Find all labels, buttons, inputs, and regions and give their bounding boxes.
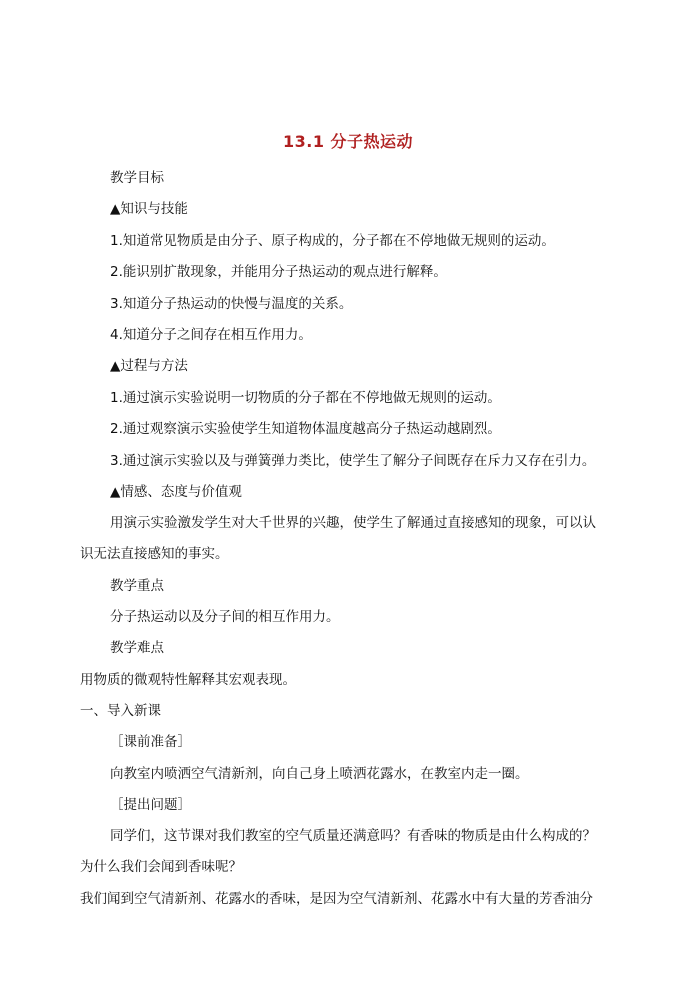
subheading-process-methods: ▲过程与方法 (110, 358, 188, 374)
subheading-emotion-values: ▲情感、态度与价值观 (110, 484, 242, 500)
bracket-label-question: ［提出问题］ (110, 797, 191, 813)
goal-item: 2.通过观察演示实验使学生知道物体温度越高分子热运动越剧烈。 (110, 421, 501, 437)
heading-key-points: 教学重点 (110, 578, 164, 594)
paragraph-line: 分子热运动以及分子间的相互作用力。 (110, 609, 340, 625)
paragraph-line: 向教室内喷洒空气清新剂，向自己身上喷洒花露水，在教室内走一圈。 (110, 766, 529, 782)
goal-item: 1.通过演示实验说明一切物质的分子都在不停地做无规则的运动。 (110, 390, 501, 406)
paragraph-line: 用物质的微观特性解释其宏观表现。 (80, 672, 296, 688)
paragraph-line: 识无法直接感知的事实。 (80, 546, 229, 562)
goal-item: 4.知道分子之间存在相互作用力。 (110, 327, 312, 343)
goal-item: 1.知道常见物质是由分子、原子构成的，分子都在不停地做无规则的运动。 (110, 233, 555, 249)
section-heading-intro: 一、导入新课 (80, 703, 161, 719)
paragraph-line: 为什么我们会闻到香味呢？ (80, 859, 242, 875)
heading-difficult-points: 教学难点 (110, 640, 164, 656)
goal-item: 2.能识别扩散现象，并能用分子热运动的观点进行解释。 (110, 264, 447, 280)
goal-item: 3.知道分子热运动的快慢与温度的关系。 (110, 296, 353, 312)
goal-item: 3.通过演示实验以及与弹簧弹力类比，使学生了解分子间既存在斥力又存在引力。 (110, 453, 596, 469)
paragraph-line: 用演示实验激发学生对大千世界的兴趣，使学生了解通过直接感知的现象，可以认 (110, 515, 596, 531)
document-title: 13.1 分子热运动 (282, 132, 414, 151)
heading-teaching-goals: 教学目标 (110, 170, 164, 186)
paragraph-line: 我们闻到空气清新剂、花露水的香味，是因为空气清新剂、花露水中有大量的芳香油分 (80, 891, 593, 907)
subheading-knowledge-skills: ▲知识与技能 (110, 201, 188, 217)
bracket-label-preparation: ［课前准备］ (110, 734, 191, 750)
paragraph-line: 同学们，这节课对我们教室的空气质量还满意吗？有香味的物质是由什么构成的？ (110, 828, 596, 844)
